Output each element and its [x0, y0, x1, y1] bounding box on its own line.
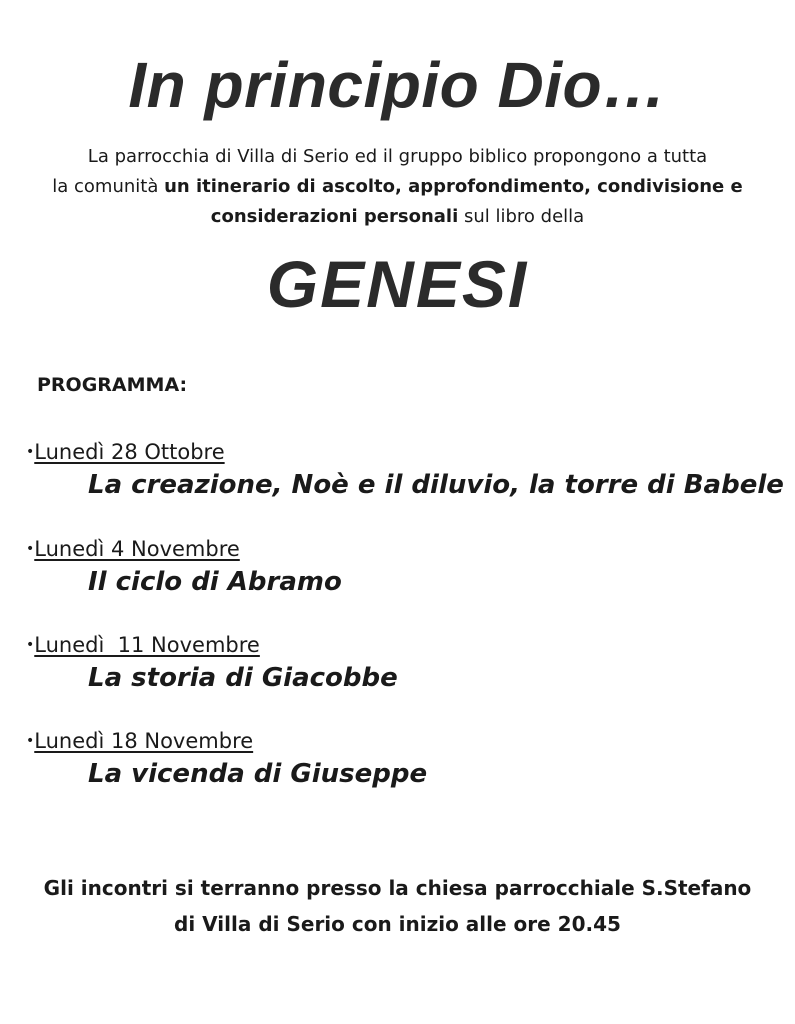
program-heading: PROGRAMMA:	[37, 374, 188, 396]
event-item	[26, 729, 786, 789]
event-date	[26, 729, 786, 753]
bullet-icon: •	[26, 637, 35, 653]
footer-line-1: Gli incontri si terranno presso la chiesa parrocchiale S.Stefano	[43, 876, 752, 900]
event-item	[26, 537, 786, 597]
event-topic: Il ciclo di Abramo	[88, 567, 342, 597]
bullet-icon: •	[26, 444, 35, 460]
bullet-icon: •	[26, 733, 35, 749]
bullet-icon: •	[26, 541, 35, 557]
intro-line-3-bold: considerazioni personali	[210, 206, 459, 227]
event-item	[26, 633, 786, 693]
intro-line-2-bold: un itinerario di ascolto, approfondimento, condivisione e	[164, 176, 743, 197]
event-date-label: Lunedì 28 Ottobre	[34, 440, 225, 464]
event-date-label: Lunedì 11 Novembre	[34, 633, 260, 657]
intro-line-2-plain: la comunità	[52, 176, 165, 197]
event-date	[26, 633, 786, 657]
event-topic: La creazione, Noè e il diluvio, la torre di Babele	[88, 470, 784, 500]
intro-line-3-plain: sul libro della	[458, 206, 585, 227]
intro-line-3	[0, 202, 795, 232]
footer-note	[0, 870, 795, 942]
event-date	[26, 537, 786, 561]
event-topic: La storia di Giacobbe	[88, 663, 398, 693]
intro-line-2	[0, 172, 795, 202]
intro-line-1: La parrocchia di Villa di Serio ed il gruppo biblico propongono a tutta	[87, 146, 708, 167]
event-date	[26, 440, 786, 464]
event-topic: La vicenda di Giuseppe	[88, 759, 428, 789]
event-date-label: Lunedì 18 Novembre	[34, 729, 254, 753]
event-date-label: Lunedì 4 Novembre	[34, 537, 240, 561]
page-title: In principio Dio…	[128, 49, 667, 121]
book-title: GENESI	[266, 247, 529, 321]
event-item	[26, 440, 786, 500]
intro-paragraph	[0, 142, 795, 232]
footer-line-2: di Villa di Serio con inizio alle ore 20.45	[174, 912, 621, 936]
